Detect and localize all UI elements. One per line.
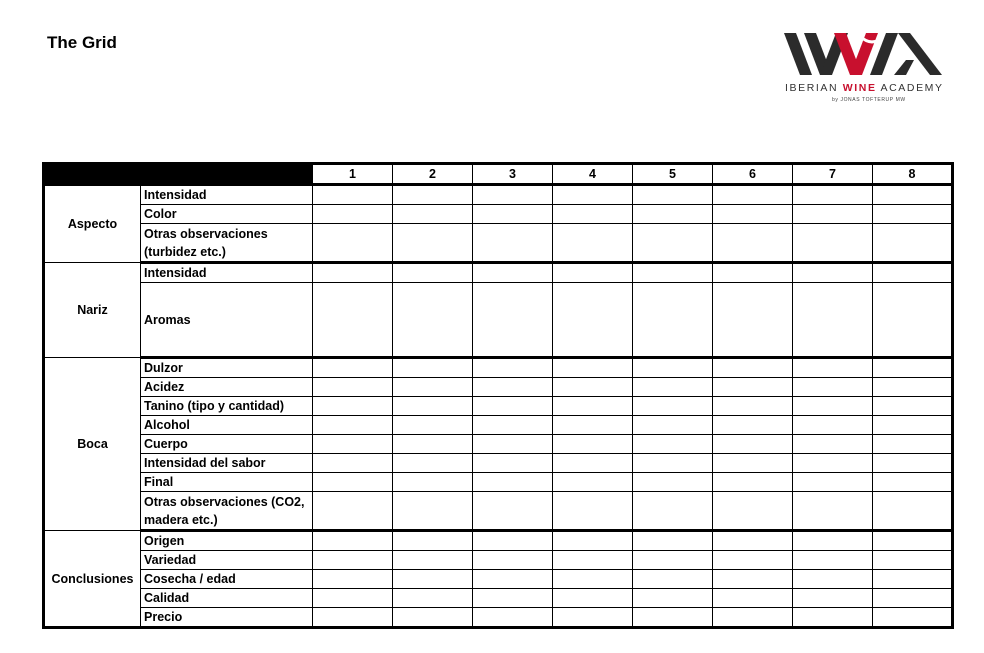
entry-cell[interactable] (793, 378, 873, 397)
entry-cell[interactable] (793, 283, 873, 358)
entry-cell[interactable] (313, 531, 393, 551)
entry-cell[interactable] (633, 570, 713, 589)
entry-cell[interactable] (473, 589, 553, 608)
entry-cell[interactable] (633, 551, 713, 570)
entry-cell[interactable] (313, 263, 393, 283)
entry-cell[interactable] (633, 531, 713, 551)
entry-cell[interactable] (553, 358, 633, 378)
entry-cell[interactable] (633, 358, 713, 378)
entry-cell[interactable] (313, 570, 393, 589)
entry-cell[interactable] (553, 608, 633, 628)
entry-cell[interactable] (393, 454, 473, 473)
entry-cell[interactable] (873, 378, 953, 397)
entry-cell[interactable] (313, 283, 393, 358)
row-label: Color (141, 205, 313, 224)
entry-cell[interactable] (393, 492, 473, 531)
header-corner-cell (44, 164, 313, 185)
grid-row (44, 283, 953, 358)
grid-row (44, 435, 953, 454)
grid-row (44, 378, 953, 397)
entry-cell[interactable] (393, 473, 473, 492)
entry-cell[interactable] (713, 454, 793, 473)
entry-cell[interactable] (793, 570, 873, 589)
entry-cell[interactable] (393, 263, 473, 283)
entry-cell[interactable] (713, 378, 793, 397)
tasting-grid-table (42, 162, 954, 629)
entry-cell[interactable] (313, 185, 393, 205)
entry-cell[interactable] (793, 589, 873, 608)
entry-cell[interactable] (873, 570, 953, 589)
entry-cell[interactable] (633, 397, 713, 416)
grid-row (44, 358, 953, 378)
entry-cell[interactable] (473, 551, 553, 570)
entry-cell[interactable] (393, 435, 473, 454)
row-label: Origen (141, 531, 313, 551)
entry-cell[interactable] (473, 454, 553, 473)
row-label: Dulzor (141, 358, 313, 378)
entry-cell[interactable] (873, 263, 953, 283)
entry-cell[interactable] (313, 416, 393, 435)
entry-cell[interactable] (313, 454, 393, 473)
entry-cell[interactable] (633, 435, 713, 454)
section-label-boca: Boca (44, 358, 141, 531)
grid-row (44, 416, 953, 435)
entry-cell[interactable] (793, 397, 873, 416)
grid-row (44, 492, 953, 531)
entry-cell[interactable] (553, 551, 633, 570)
entry-cell[interactable] (793, 224, 873, 263)
column-header: 4 (553, 164, 633, 185)
grid-row (44, 185, 953, 205)
column-header: 2 (393, 164, 473, 185)
entry-cell[interactable] (633, 492, 713, 531)
entry-cell[interactable] (873, 185, 953, 205)
entry-cell[interactable] (873, 492, 953, 531)
entry-cell[interactable] (713, 416, 793, 435)
row-label: Otras observaciones (CO2, madera etc.) (141, 492, 313, 531)
entry-cell[interactable] (553, 397, 633, 416)
entry-cell[interactable] (313, 492, 393, 531)
entry-cell[interactable] (873, 589, 953, 608)
header-row (44, 164, 953, 185)
entry-cell[interactable] (793, 358, 873, 378)
section-label-conclusiones: Conclusiones (44, 531, 141, 628)
entry-cell[interactable] (713, 358, 793, 378)
entry-cell[interactable] (553, 570, 633, 589)
row-label: Tanino (tipo y cantidad) (141, 397, 313, 416)
row-label: Variedad (141, 551, 313, 570)
grid-row (44, 263, 953, 283)
grid-row (44, 205, 953, 224)
row-label: Aromas (141, 283, 313, 358)
entry-cell[interactable] (713, 435, 793, 454)
entry-cell[interactable] (633, 378, 713, 397)
grid-row (44, 608, 953, 628)
entry-cell[interactable] (313, 435, 393, 454)
entry-cell[interactable] (713, 551, 793, 570)
academy-byline: by JONAS TOFTERUP MW (832, 97, 906, 103)
entry-cell[interactable] (313, 378, 393, 397)
entry-cell[interactable] (473, 358, 553, 378)
entry-cell[interactable] (713, 185, 793, 205)
entry-cell[interactable] (633, 454, 713, 473)
entry-cell[interactable] (873, 283, 953, 358)
entry-cell[interactable] (873, 454, 953, 473)
column-header: 6 (713, 164, 793, 185)
entry-cell[interactable] (713, 492, 793, 531)
entry-cell[interactable] (473, 435, 553, 454)
entry-cell[interactable] (713, 224, 793, 263)
entry-cell[interactable] (553, 492, 633, 531)
entry-cell[interactable] (473, 531, 553, 551)
row-label: Intensidad (141, 185, 313, 205)
entry-cell[interactable] (313, 224, 393, 263)
entry-cell[interactable] (553, 283, 633, 358)
entry-cell[interactable] (553, 224, 633, 263)
entry-cell[interactable] (793, 185, 873, 205)
entry-cell[interactable] (473, 397, 553, 416)
entry-cell[interactable] (713, 263, 793, 283)
entry-cell[interactable] (793, 608, 873, 628)
grid-row (44, 454, 953, 473)
column-header: 5 (633, 164, 713, 185)
row-label: Intensidad del sabor (141, 454, 313, 473)
entry-cell[interactable] (473, 473, 553, 492)
entry-cell[interactable] (313, 397, 393, 416)
entry-cell[interactable] (473, 185, 553, 205)
entry-cell[interactable] (713, 473, 793, 492)
column-header: 1 (313, 164, 393, 185)
entry-cell[interactable] (713, 589, 793, 608)
grid-row (44, 224, 953, 263)
entry-cell[interactable] (873, 435, 953, 454)
entry-cell[interactable] (393, 205, 473, 224)
entry-cell[interactable] (473, 224, 553, 263)
entry-cell[interactable] (313, 551, 393, 570)
entry-cell[interactable] (633, 224, 713, 263)
entry-cell[interactable] (713, 570, 793, 589)
entry-cell[interactable] (633, 473, 713, 492)
row-label: Final (141, 473, 313, 492)
row-label: Acidez (141, 378, 313, 397)
column-header: 7 (793, 164, 873, 185)
entry-cell[interactable] (633, 283, 713, 358)
entry-cell[interactable] (793, 473, 873, 492)
entry-cell[interactable] (633, 608, 713, 628)
entry-cell[interactable] (553, 205, 633, 224)
grid-row (44, 570, 953, 589)
entry-cell[interactable] (393, 185, 473, 205)
column-header: 3 (473, 164, 553, 185)
entry-cell[interactable] (553, 435, 633, 454)
entry-cell[interactable] (873, 224, 953, 263)
iwa-logo-mark (782, 30, 948, 78)
entry-cell[interactable] (793, 531, 873, 551)
grid-row (44, 473, 953, 492)
entry-cell[interactable] (793, 492, 873, 531)
entry-cell[interactable] (793, 435, 873, 454)
entry-cell[interactable] (793, 263, 873, 283)
entry-cell[interactable] (553, 416, 633, 435)
entry-cell[interactable] (793, 454, 873, 473)
entry-cell[interactable] (713, 397, 793, 416)
entry-cell[interactable] (793, 205, 873, 224)
entry-cell[interactable] (793, 416, 873, 435)
entry-cell[interactable] (553, 454, 633, 473)
entry-cell[interactable] (713, 531, 793, 551)
entry-cell[interactable] (633, 589, 713, 608)
entry-cell[interactable] (473, 492, 553, 531)
entry-cell[interactable] (873, 473, 953, 492)
entry-cell[interactable] (393, 608, 473, 628)
entry-cell[interactable] (473, 205, 553, 224)
entry-cell[interactable] (633, 416, 713, 435)
grid-row (44, 589, 953, 608)
entry-cell[interactable] (473, 378, 553, 397)
entry-cell[interactable] (553, 378, 633, 397)
entry-cell[interactable] (633, 205, 713, 224)
row-label: Cosecha / edad (141, 570, 313, 589)
entry-cell[interactable] (313, 589, 393, 608)
row-label: Otras observaciones (turbidez etc.) (141, 224, 313, 263)
entry-cell[interactable] (393, 283, 473, 358)
entry-cell[interactable] (473, 416, 553, 435)
entry-cell[interactable] (713, 283, 793, 358)
entry-cell[interactable] (873, 205, 953, 224)
entry-cell[interactable] (633, 263, 713, 283)
grid-row (44, 551, 953, 570)
row-label: Precio (141, 608, 313, 628)
entry-cell[interactable] (393, 416, 473, 435)
row-label: Intensidad (141, 263, 313, 283)
entry-cell[interactable] (873, 531, 953, 551)
entry-cell[interactable] (393, 551, 473, 570)
entry-cell[interactable] (873, 551, 953, 570)
entry-cell[interactable] (313, 608, 393, 628)
entry-cell[interactable] (393, 589, 473, 608)
page-title: The Grid (47, 33, 117, 52)
entry-cell[interactable] (873, 416, 953, 435)
entry-cell[interactable] (313, 205, 393, 224)
entry-cell[interactable] (553, 589, 633, 608)
academy-name: IBERIAN WINE ACADEMY (785, 82, 944, 94)
entry-cell[interactable] (553, 185, 633, 205)
entry-cell[interactable] (873, 358, 953, 378)
entry-cell[interactable] (553, 263, 633, 283)
section-label-aspecto: Aspecto (44, 185, 141, 263)
entry-cell[interactable] (473, 570, 553, 589)
grid-row (44, 531, 953, 551)
entry-cell[interactable] (473, 263, 553, 283)
entry-cell[interactable] (553, 473, 633, 492)
entry-cell[interactable] (633, 185, 713, 205)
academy-logo (782, 30, 952, 103)
entry-cell[interactable] (393, 378, 473, 397)
entry-cell[interactable] (553, 531, 633, 551)
entry-cell[interactable] (793, 551, 873, 570)
grid-row (44, 397, 953, 416)
entry-cell[interactable] (393, 224, 473, 263)
entry-cell[interactable] (393, 531, 473, 551)
column-header: 8 (873, 164, 953, 185)
entry-cell[interactable] (713, 608, 793, 628)
entry-cell[interactable] (873, 608, 953, 628)
row-label: Calidad (141, 589, 313, 608)
entry-cell[interactable] (473, 283, 553, 358)
row-label: Alcohol (141, 416, 313, 435)
entry-cell[interactable] (873, 397, 953, 416)
entry-cell[interactable] (313, 358, 393, 378)
section-label-nariz: Nariz (44, 263, 141, 358)
entry-cell[interactable] (393, 397, 473, 416)
row-label: Cuerpo (141, 435, 313, 454)
entry-cell[interactable] (393, 358, 473, 378)
entry-cell[interactable] (713, 205, 793, 224)
entry-cell[interactable] (393, 570, 473, 589)
entry-cell[interactable] (473, 608, 553, 628)
entry-cell[interactable] (313, 473, 393, 492)
